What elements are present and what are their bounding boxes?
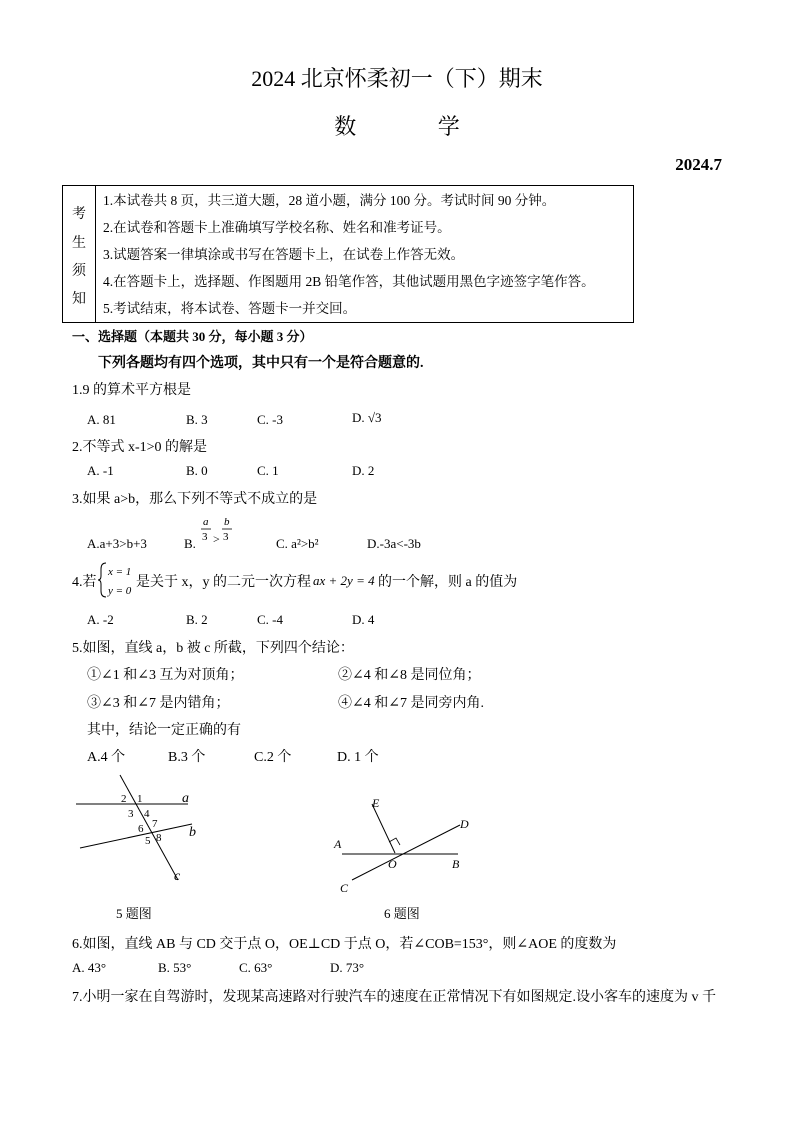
option: D. 4 [352,612,375,627]
question-stem: 3.如果 a>b，那么下列不等式不成立的是 [72,492,318,507]
point-label: D [460,817,469,831]
option: D. 73° [330,960,365,975]
option: A. -1 [87,463,114,478]
equation-system-brace [98,561,134,599]
figure-caption: 6 题图 [384,906,420,921]
option: C.2 个 [254,750,292,765]
option: C. -4 [257,612,283,627]
angle-label: 1 [137,793,143,805]
section-heading: 一、选择题（本题共 30 分，每小题 3 分） [72,329,313,344]
figure-5-diagram [70,770,210,890]
side-char: 生 [72,236,86,251]
question-stem: 6.如图，直线 AB 与 CD 交于点 O，OE⊥CD 于点 O，若∠COB=153°，则∠AOE 的度数为 [72,937,617,952]
line-cd [352,825,460,880]
conclusion: ①∠1 和∠3 互为对顶角； [87,668,244,683]
option: B. 2 [186,612,208,627]
option: B. 3 [186,412,208,427]
question-stem: 2.不等式 x-1>0 的解是 [72,440,208,455]
figure-6-diagram [330,792,480,897]
conclusion: ②∠4 和∠8 是同位角； [338,668,481,683]
angle-label: 5 [145,835,151,847]
option: D.-3a<-3b [367,536,421,551]
side-char: 须 [72,264,86,279]
fraction-a-over-3-gt-b-over-3 [198,513,238,549]
option: C. -3 [257,412,283,427]
point-label: O [388,857,397,871]
frac-den-right: 3 [223,531,229,543]
subject-title: 数 学 [334,114,498,139]
angle-label: 3 [128,808,134,820]
option: A.4 个 [87,750,126,765]
frac-num-right: b [224,516,230,528]
system-line: x = 1 [108,566,132,578]
frac-den-left: 3 [202,531,208,543]
conclusion: ④∠4 和∠7 是同旁内角. [338,696,484,711]
notice-rule: 1.本试卷共 8 页，共三道大题，28 道小题，满分 100 分。考试时间 90 分钟。 [103,193,556,208]
page-title: 2024 北京怀柔初一（下）期末 [251,66,543,91]
option: B. [184,536,196,551]
angle-label: 8 [156,832,162,844]
system-line: y = 0 [108,585,132,597]
option: A. -2 [87,612,114,627]
option: B. 53° [158,960,192,975]
figure-caption: 5 题图 [116,906,152,921]
question-stem: 1.9 的算术平方根是 [72,383,191,398]
angle-label: 7 [152,818,158,830]
notice-rule: 3.试题答案一律填涂或书写在答题卡上，在试卷上作答无效。 [103,247,465,262]
option: A.a+3>b+3 [87,536,147,551]
point-label: E [372,796,380,810]
angle-label: 2 [121,793,127,805]
option: A. 43° [72,960,107,975]
option: B.3 个 [168,750,206,765]
line-c [120,775,178,880]
notice-rule: 5.考试结束，将本试卷、答题卡一并交回。 [103,301,357,316]
option: C. 63° [239,960,273,975]
question-middle: 是关于 x，y 的二元一次方程 [136,575,311,590]
question-text: 其中，结论一定正确的有 [87,723,241,738]
option: C. 1 [257,463,279,478]
frac-num-left: a [203,516,209,528]
notice-side-label [63,186,96,322]
option: C. a²>b² [276,536,319,551]
ray-oe [372,804,395,853]
notice-rule: 2.在试卷和答题卡上准确填写学校名称、姓名和准考证号。 [103,220,451,235]
point-label: C [340,881,349,895]
line-label: a [182,791,189,806]
option: D. 1 个 [337,750,379,765]
conclusion: ③∠3 和∠7 是内错角； [87,696,230,711]
equation: ax + 2y = 4 [313,573,375,588]
question-prefix: 4.若 [72,575,97,590]
option: D. 2 [352,463,375,478]
option: A. 81 [87,412,116,427]
line-label: b [189,825,196,840]
line-b [80,824,192,848]
side-char: 考 [72,207,86,222]
option: D. √3 [352,410,382,425]
notice-rule: 4.在答题卡上，选择题、作图题用 2B 铅笔作答，其他试题用黑色字迹签字笔作答。 [103,274,595,289]
option: B. 0 [186,463,208,478]
point-label: B [452,857,460,871]
side-char: 知 [72,292,86,307]
question-stem: 7.小明一家在自驾游时，发现某高速路对行驶汽车的速度在正常情况下有如图规定.设小客车的速度为 v 千 [72,990,716,1005]
question-suffix: 的一个解，则 a 的值为 [378,575,518,590]
section-instruction: 下列各题均有四个选项，其中只有一个是符合题意的. [98,356,424,371]
angle-label: 6 [138,823,144,835]
frac-op: > [213,532,220,546]
angle-label: 4 [144,808,150,820]
exam-notice-box [62,185,634,323]
point-label: A [334,837,342,851]
question-stem: 5.如图，直线 a，b 被 c 所截，下列四个结论： [72,641,354,656]
line-label: c [174,869,181,884]
exam-date: 2024.7 [675,155,722,174]
